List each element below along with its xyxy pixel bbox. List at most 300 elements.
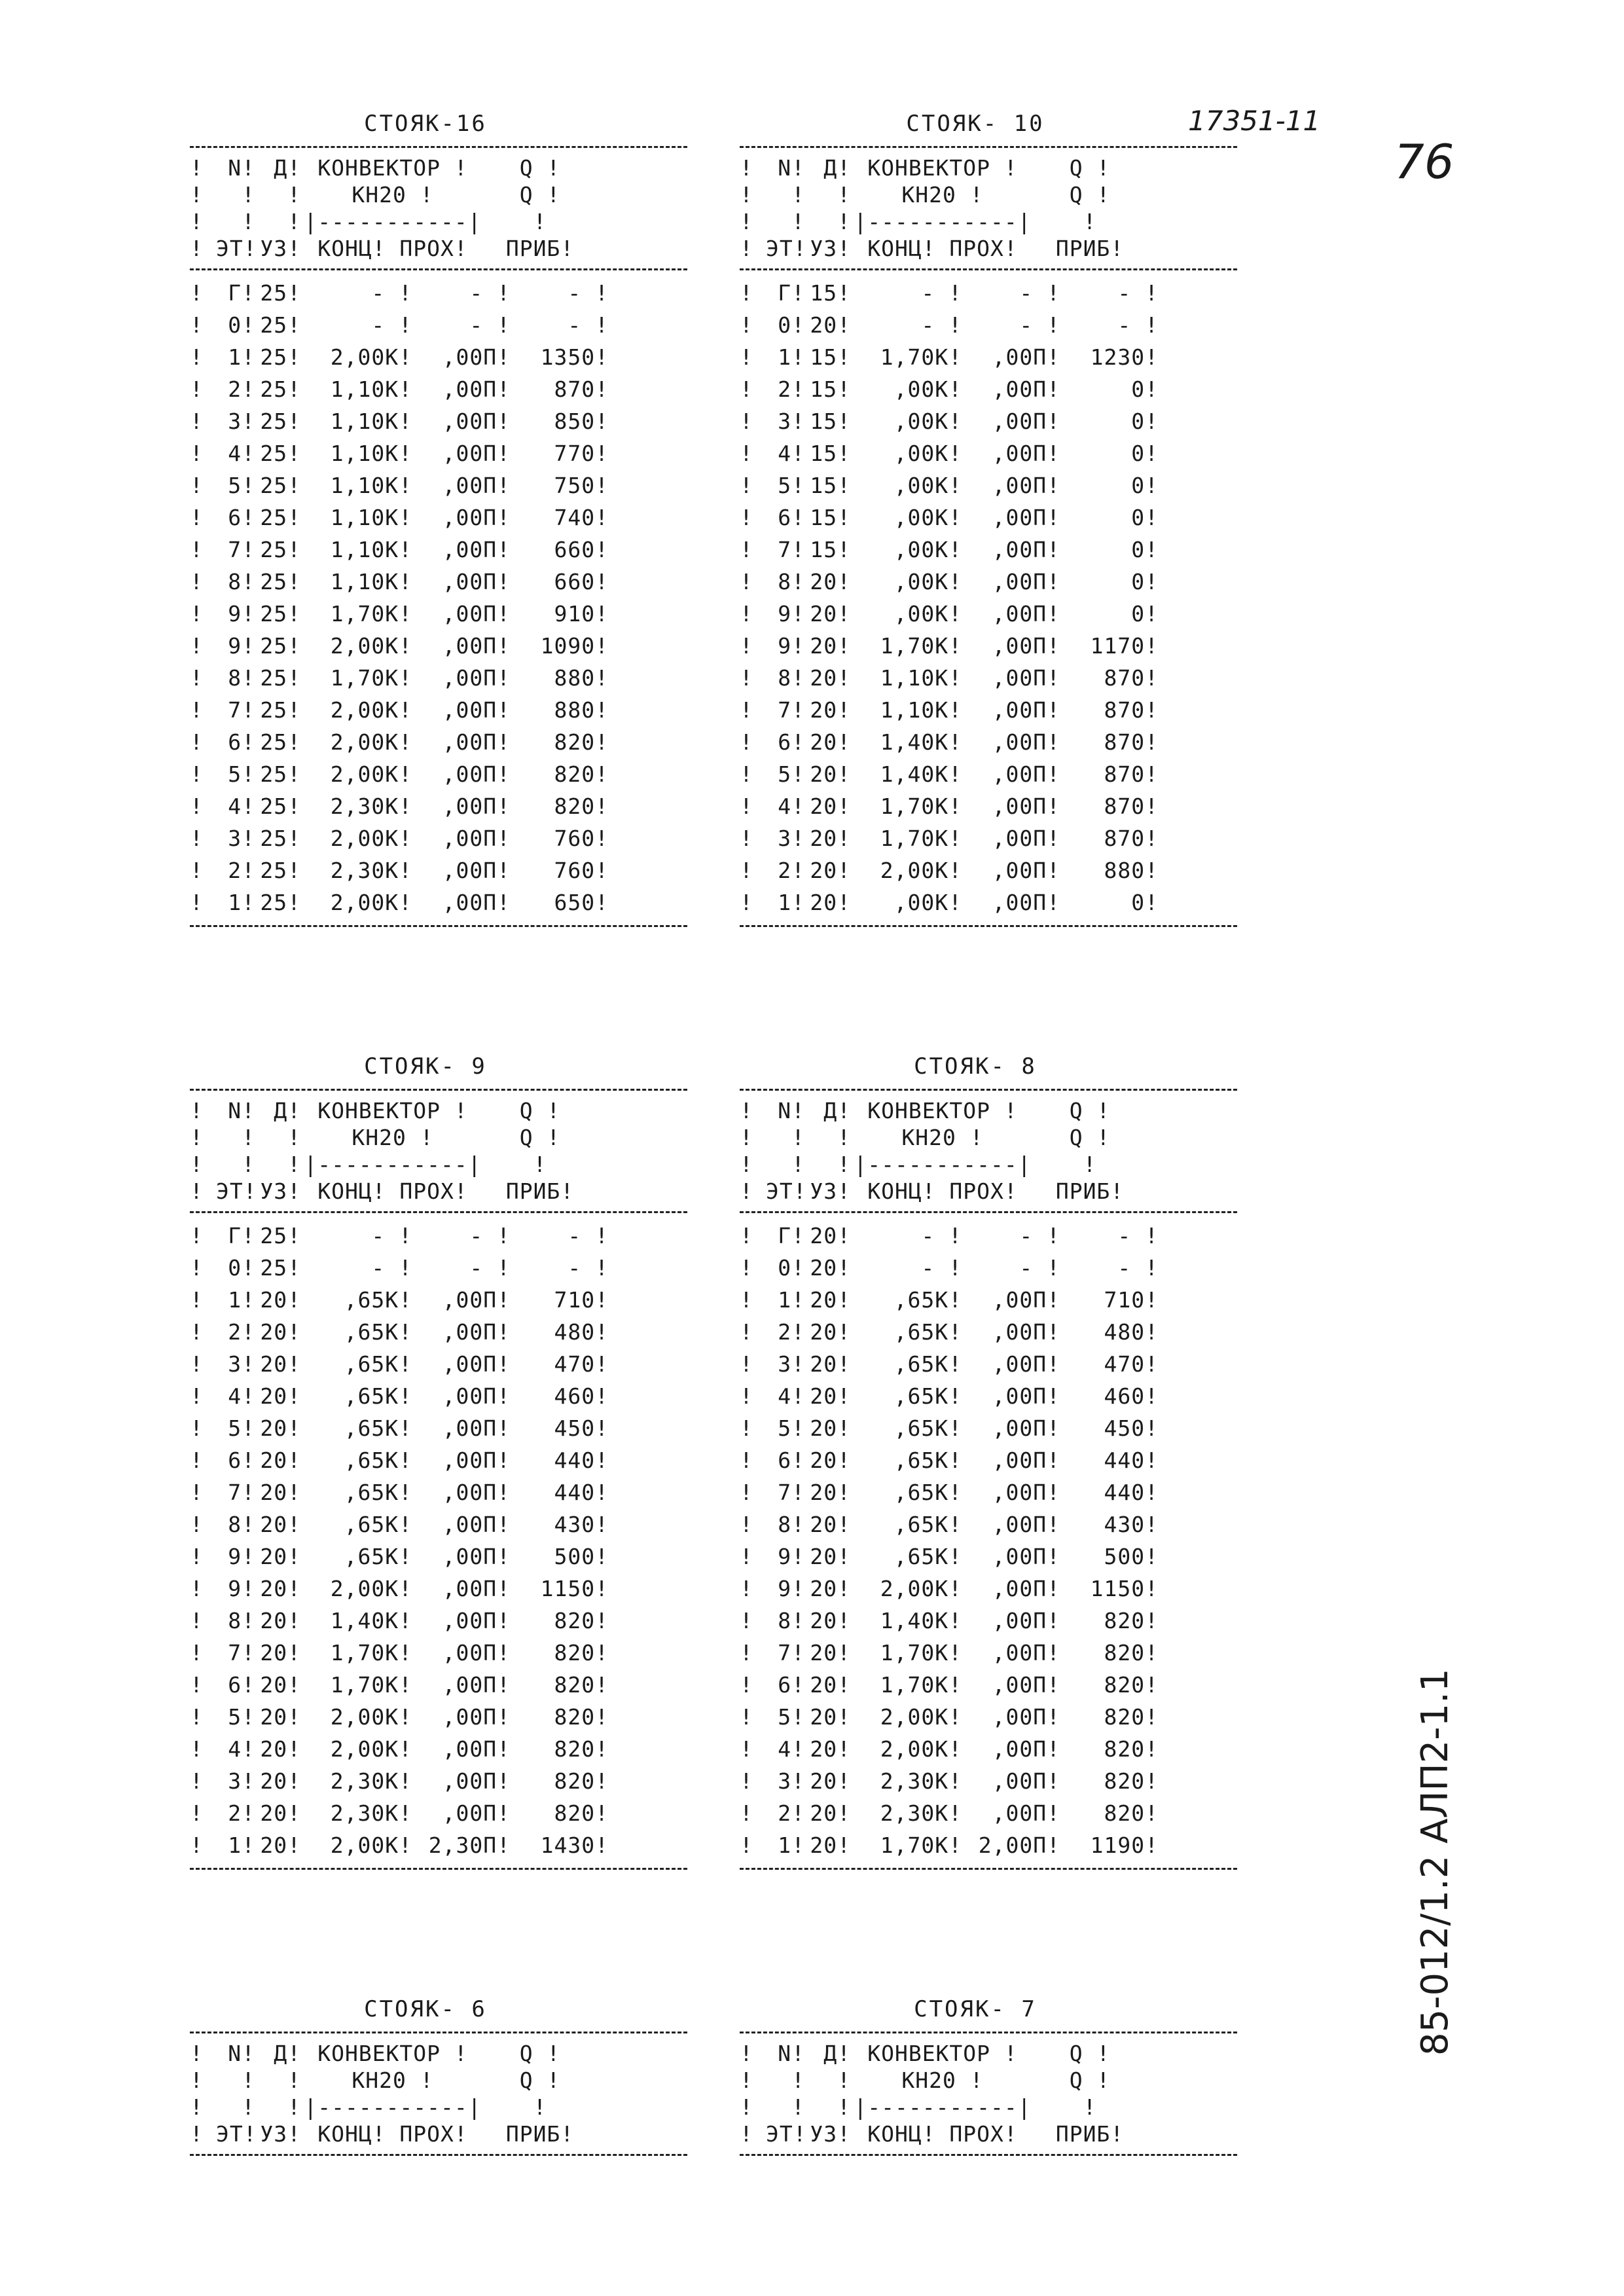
- header-cell: |-----------|: [854, 1152, 1032, 1177]
- table-cell: !: [740, 1512, 753, 1537]
- table-cell: - !: [371, 1223, 412, 1248]
- table-cell: !: [740, 1608, 753, 1633]
- table-cell: ,00П!: [992, 1480, 1060, 1505]
- table-cell: 25!: [260, 890, 301, 915]
- table-row: [190, 405, 687, 437]
- table-cell: 2,30К!: [330, 1800, 412, 1826]
- table-cell: 870!: [1104, 761, 1159, 787]
- table-cell: 6!: [778, 729, 805, 755]
- header-cell: !: [791, 1152, 805, 1177]
- table-cell: 3!: [228, 1768, 255, 1794]
- table-row: [190, 309, 687, 341]
- table-row: [740, 1348, 1237, 1380]
- table-cell: - !: [568, 280, 609, 306]
- table-cell: !: [190, 665, 204, 691]
- table-cell: !: [190, 1672, 204, 1698]
- header-cell: ЭТ!: [216, 1178, 257, 1204]
- header-line: [190, 2040, 687, 2067]
- table-cell: 1,70К!: [880, 633, 962, 659]
- table-cell: !: [190, 697, 204, 723]
- table-cell: !: [740, 761, 753, 787]
- table-cell: ,00П!: [442, 505, 511, 530]
- header-cell: КН20 !: [352, 1125, 434, 1150]
- table-cell: !: [740, 1736, 753, 1762]
- table-cell: ,00П!: [992, 505, 1060, 530]
- table-row: [740, 1797, 1237, 1829]
- table-cell: 1!: [228, 1832, 255, 1858]
- table-cell: !: [740, 505, 753, 530]
- table-cell: ,00П!: [442, 1287, 511, 1313]
- table-cell: !: [740, 344, 753, 370]
- table-cell: ,00П!: [442, 1576, 511, 1601]
- table-cell: 460!: [1104, 1383, 1159, 1409]
- table-cell: 8!: [778, 1608, 805, 1633]
- table-cell: 15!: [810, 344, 851, 370]
- table-cell: 820!: [554, 1768, 609, 1794]
- table-cell: 1,10К!: [880, 665, 962, 691]
- table-cell: 2,30К!: [330, 858, 412, 883]
- table-cell: ,00П!: [442, 376, 511, 402]
- table-row: [740, 501, 1237, 534]
- table-cell: 1090!: [540, 633, 609, 659]
- table-row: [190, 1348, 687, 1380]
- table-cell: 1,10К!: [330, 569, 412, 594]
- table-row: [190, 1637, 687, 1669]
- table-cell: ,00П!: [992, 601, 1060, 627]
- table-cell: !: [740, 858, 753, 883]
- table-cell: 6!: [228, 505, 255, 530]
- header-cell: !: [190, 1178, 204, 1204]
- table-row: [190, 1540, 687, 1573]
- table-cell: 2,00К!: [330, 633, 412, 659]
- table-title: СТОЯК- 8: [914, 1053, 1037, 1080]
- table-cell: !: [740, 441, 753, 466]
- table-cell: - !: [921, 1255, 962, 1281]
- header-cell: Q !: [519, 1125, 561, 1150]
- table-cell: !: [740, 1223, 753, 1248]
- header-cell: N!: [778, 2041, 805, 2066]
- header-cell: ЭТ!: [216, 2121, 257, 2147]
- table-cell: !: [740, 1800, 753, 1826]
- table-cell: !: [740, 1319, 753, 1345]
- table-row: [740, 1508, 1237, 1540]
- table-cell: 25!: [260, 793, 301, 819]
- table-cell: 1350!: [540, 344, 609, 370]
- header-cell: Д!: [823, 155, 851, 181]
- table-cell: 0!: [1131, 409, 1159, 434]
- table-cell: 25!: [260, 665, 301, 691]
- table-row: [740, 694, 1237, 726]
- header-cell: !: [740, 1098, 753, 1123]
- header-cell: !: [740, 1178, 753, 1204]
- table-row: [740, 1252, 1237, 1284]
- header-cell: N!: [228, 2041, 255, 2066]
- table-cell: 20!: [810, 1383, 851, 1409]
- table-cell: 3!: [778, 1351, 805, 1377]
- table-cell: 15!: [810, 376, 851, 402]
- table-cell: ,00К!: [893, 601, 962, 627]
- table-cell: ,00П!: [992, 1319, 1060, 1345]
- table-cell: 880!: [554, 665, 609, 691]
- table-cell: 1,70К!: [330, 1640, 412, 1666]
- table-cell: 1170!: [1090, 633, 1159, 659]
- table-cell: 0!: [1131, 890, 1159, 915]
- header-cell: !: [190, 2041, 204, 2066]
- table-row: [740, 373, 1237, 405]
- table-cell: - !: [469, 280, 511, 306]
- table-cell: ,65К!: [893, 1415, 962, 1441]
- table-cell: 7!: [778, 697, 805, 723]
- table-cell: 7!: [228, 1480, 255, 1505]
- table-cell: 7!: [228, 697, 255, 723]
- dashed-divider: [190, 925, 687, 927]
- header-cell: !: [190, 155, 204, 181]
- table-cell: 5!: [228, 1704, 255, 1730]
- table-row: [190, 758, 687, 790]
- table-cell: !: [190, 1608, 204, 1633]
- table-row: [740, 1669, 1237, 1701]
- table-row: [740, 1412, 1237, 1444]
- table-cell: 1!: [228, 344, 255, 370]
- table-cell: 910!: [554, 601, 609, 627]
- header-cell: !: [287, 182, 301, 208]
- table-cell: 470!: [554, 1351, 609, 1377]
- header-cell: КН20 !: [901, 2068, 984, 2093]
- table-cell: 9!: [778, 1576, 805, 1601]
- table-cell: !: [740, 665, 753, 691]
- table-cell: 460!: [554, 1383, 609, 1409]
- dashed-divider: [740, 925, 1237, 927]
- table-cell: 20!: [810, 826, 851, 851]
- table-cell: 440!: [554, 1448, 609, 1473]
- header-cell: КН20 !: [901, 182, 984, 208]
- table-cell: - !: [1117, 1255, 1159, 1281]
- header-cell: !: [740, 2094, 753, 2120]
- table-cell: 820!: [554, 1672, 609, 1698]
- table-row: [190, 886, 687, 919]
- table-cell: 440!: [1104, 1480, 1159, 1505]
- stoyak-table: [740, 108, 1237, 934]
- table-row: [740, 630, 1237, 662]
- table-cell: !: [740, 826, 753, 851]
- table-cell: 15!: [810, 409, 851, 434]
- header-cell: N!: [228, 155, 255, 181]
- header-cell: !: [740, 1152, 753, 1177]
- table-row: [740, 437, 1237, 469]
- table-cell: !: [190, 312, 204, 338]
- table-cell: 3!: [228, 1351, 255, 1377]
- table-cell: 1,40К!: [880, 1608, 962, 1633]
- header-cell: !: [837, 1125, 851, 1150]
- table-cell: 20!: [810, 1415, 851, 1441]
- table-cell: !: [740, 1768, 753, 1794]
- table-cell: ,00П!: [442, 633, 511, 659]
- table-cell: ,00П!: [992, 1800, 1060, 1826]
- table-cell: 1,10К!: [330, 505, 412, 530]
- table-cell: 25!: [260, 1255, 301, 1281]
- header-cell: УЗ!: [260, 236, 301, 261]
- table-cell: 820!: [1104, 1800, 1159, 1826]
- header-cell: !: [791, 209, 805, 234]
- table-cell: 20!: [810, 1319, 851, 1345]
- header-line: [740, 2094, 1237, 2121]
- header-cell: |-----------|: [854, 2094, 1032, 2120]
- table-cell: !: [190, 729, 204, 755]
- table-row: [740, 1733, 1237, 1765]
- table-cell: 9!: [228, 633, 255, 659]
- header-cell: КОНВЕКТОР !: [317, 155, 468, 181]
- dashed-divider: [190, 268, 687, 270]
- table-cell: 2!: [778, 1800, 805, 1826]
- table-cell: - !: [371, 1255, 412, 1281]
- table-cell: 440!: [554, 1480, 609, 1505]
- header-line: [190, 1151, 687, 1178]
- table-row: [740, 1765, 1237, 1797]
- table-cell: 820!: [1104, 1672, 1159, 1698]
- table-cell: - !: [469, 1223, 511, 1248]
- table-cell: ,00П!: [992, 729, 1060, 755]
- header-cell: Q !: [1069, 182, 1111, 208]
- table-cell: ,00П!: [992, 1672, 1060, 1698]
- header-cell: !: [740, 182, 753, 208]
- table-cell: 25!: [260, 441, 301, 466]
- table-cell: 2!: [778, 858, 805, 883]
- header-cell: УЗ!: [260, 2121, 301, 2147]
- table-cell: - !: [469, 1255, 511, 1281]
- table-cell: 8!: [778, 569, 805, 594]
- table-cell: !: [190, 1512, 204, 1537]
- table-cell: 25!: [260, 312, 301, 338]
- table-cell: 20!: [810, 697, 851, 723]
- table-cell: 5!: [228, 1415, 255, 1441]
- table-cell: 1,70К!: [880, 793, 962, 819]
- table-cell: 20!: [810, 890, 851, 915]
- table-cell: !: [190, 1800, 204, 1826]
- table-cell: !: [740, 601, 753, 627]
- table-cell: ,00П!: [992, 826, 1060, 851]
- table-row: [190, 1573, 687, 1605]
- table-cell: 1430!: [540, 1832, 609, 1858]
- table-cell: ,65К!: [893, 1448, 962, 1473]
- table-cell: - !: [469, 312, 511, 338]
- table-cell: !: [190, 1319, 204, 1345]
- header-cell: КОНЦ! ПРОХ!: [317, 1178, 468, 1204]
- table-row: [740, 758, 1237, 790]
- table-cell: 1,70К!: [880, 1672, 962, 1698]
- table-cell: !: [740, 280, 753, 306]
- table-cell: 20!: [810, 729, 851, 755]
- table-cell: 820!: [554, 761, 609, 787]
- table-cell: ,65К!: [344, 1544, 412, 1569]
- table-cell: 1!: [228, 1287, 255, 1313]
- table-cell: 25!: [260, 826, 301, 851]
- table-cell: 0!: [1131, 569, 1159, 594]
- table-cell: ,65К!: [344, 1383, 412, 1409]
- header-line: [740, 155, 1237, 181]
- table-cell: ,00П!: [442, 1640, 511, 1666]
- table-cell: 880!: [554, 697, 609, 723]
- table-cell: 3!: [778, 409, 805, 434]
- table-cell: 9!: [228, 1544, 255, 1569]
- table-cell: 5!: [778, 1704, 805, 1730]
- table-cell: 3!: [778, 826, 805, 851]
- table-cell: 430!: [1104, 1512, 1159, 1537]
- table-cell: - !: [1019, 312, 1060, 338]
- table-cell: !: [740, 409, 753, 434]
- table-cell: 20!: [810, 1351, 851, 1377]
- table-cell: !: [190, 1768, 204, 1794]
- table-cell: ,00К!: [893, 376, 962, 402]
- table-cell: ,00П!: [442, 793, 511, 819]
- table-cell: ,00П!: [992, 1383, 1060, 1409]
- table-cell: 0!: [1131, 537, 1159, 562]
- table-row: [190, 1476, 687, 1508]
- header-cell: !: [287, 2068, 301, 2093]
- table-cell: 8!: [778, 1512, 805, 1537]
- table-cell: !: [190, 601, 204, 627]
- table-row: [740, 726, 1237, 758]
- header-cell: УЗ!: [260, 1178, 301, 1204]
- table-cell: !: [190, 1576, 204, 1601]
- table-cell: 740!: [554, 505, 609, 530]
- table-cell: 0!: [778, 312, 805, 338]
- table-cell: 820!: [554, 793, 609, 819]
- header-cell: !: [837, 2094, 851, 2120]
- header-cell: !: [740, 155, 753, 181]
- table-cell: 0!: [778, 1255, 805, 1281]
- header-cell: КОНВЕКТОР !: [867, 2041, 1018, 2066]
- table-cell: 0!: [1131, 601, 1159, 627]
- table-cell: 4!: [778, 441, 805, 466]
- header-cell: N!: [778, 155, 805, 181]
- table-row: [190, 630, 687, 662]
- header-cell: !: [837, 209, 851, 234]
- table-cell: ,00П!: [442, 1768, 511, 1794]
- header-cell: !: [190, 1125, 204, 1150]
- table-cell: 1!: [778, 1832, 805, 1858]
- table-row: [190, 1797, 687, 1829]
- table-cell: !: [190, 1255, 204, 1281]
- table-cell: ,00П!: [992, 1448, 1060, 1473]
- table-cell: 6!: [778, 1448, 805, 1473]
- table-cell: 820!: [1104, 1640, 1159, 1666]
- table-cell: 5!: [778, 1415, 805, 1441]
- table-cell: 25!: [260, 729, 301, 755]
- table-cell: ,00П!: [442, 1736, 511, 1762]
- table-row: [190, 566, 687, 598]
- header-line: [190, 1124, 687, 1151]
- table-cell: 2!: [228, 1319, 255, 1345]
- table-cell: ,65К!: [344, 1448, 412, 1473]
- table-row: [190, 1508, 687, 1540]
- header-cell: |-----------|: [304, 209, 482, 234]
- header-cell: ПРИБ!: [505, 1178, 575, 1204]
- header-cell: ПРИБ!: [1055, 1178, 1125, 1204]
- table-row: [740, 1220, 1237, 1252]
- table-cell: 870!: [1104, 826, 1159, 851]
- table-cell: ,00П!: [442, 826, 511, 851]
- table-cell: 2,00К!: [330, 826, 412, 851]
- table-cell: 750!: [554, 473, 609, 498]
- table-cell: 4!: [778, 1383, 805, 1409]
- table-row: [190, 1765, 687, 1797]
- dashed-divider: [740, 268, 1237, 270]
- table-cell: 25!: [260, 1223, 301, 1248]
- table-cell: 7!: [228, 1640, 255, 1666]
- table-cell: - !: [371, 312, 412, 338]
- table-cell: Г!: [228, 1223, 255, 1248]
- table-cell: ,00П!: [442, 537, 511, 562]
- table-cell: 25!: [260, 569, 301, 594]
- table-cell: 2,00К!: [330, 1832, 412, 1858]
- header-cell: !: [190, 1152, 204, 1177]
- table-cell: ,00П!: [992, 858, 1060, 883]
- header-cell: !: [791, 182, 805, 208]
- header-cell: !: [740, 2041, 753, 2066]
- header-cell: !: [1083, 2094, 1097, 2120]
- header-cell: N!: [228, 1098, 255, 1123]
- table-cell: !: [740, 1415, 753, 1441]
- dashed-divider: [740, 2154, 1237, 2156]
- table-cell: 9!: [228, 1576, 255, 1601]
- table-cell: 20!: [260, 1704, 301, 1730]
- table-cell: 8!: [228, 1512, 255, 1537]
- table-cell: - !: [371, 280, 412, 306]
- table-cell: ,00К!: [893, 890, 962, 915]
- table-row: [190, 1669, 687, 1701]
- header-cell: ЭТ!: [216, 236, 257, 261]
- table-cell: 9!: [778, 633, 805, 659]
- table-cell: 2,30К!: [330, 793, 412, 819]
- table-row: [190, 534, 687, 566]
- table-cell: 820!: [1104, 1608, 1159, 1633]
- table-cell: ,65К!: [893, 1383, 962, 1409]
- table-row: [740, 1637, 1237, 1669]
- table-cell: 20!: [260, 1640, 301, 1666]
- table-cell: ,00К!: [893, 473, 962, 498]
- table-cell: ,00П!: [992, 1640, 1060, 1666]
- table-row: [190, 662, 687, 694]
- table-cell: 820!: [554, 1704, 609, 1730]
- table-cell: 880!: [1104, 858, 1159, 883]
- table-cell: 20!: [260, 1832, 301, 1858]
- table-cell: !: [190, 761, 204, 787]
- header-cell: !: [740, 209, 753, 234]
- table-cell: !: [740, 1383, 753, 1409]
- table-cell: 1,40К!: [880, 729, 962, 755]
- table-cell: 1,10К!: [330, 473, 412, 498]
- table-row: [740, 822, 1237, 854]
- table-cell: 5!: [228, 473, 255, 498]
- table-cell: ,00К!: [893, 505, 962, 530]
- header-cell: !: [190, 1098, 204, 1123]
- table-cell: - !: [1117, 312, 1159, 338]
- header-cell: ПРИБ!: [505, 236, 575, 261]
- table-cell: 15!: [810, 473, 851, 498]
- table-cell: 20!: [260, 1383, 301, 1409]
- table-cell: !: [740, 537, 753, 562]
- header-cell: Q !: [519, 2041, 561, 2066]
- header-cell: Q !: [519, 2068, 561, 2093]
- table-cell: 820!: [1104, 1704, 1159, 1730]
- header-line: [740, 2067, 1237, 2094]
- table-cell: 5!: [778, 761, 805, 787]
- table-cell: !: [740, 1704, 753, 1730]
- table-cell: 2,00К!: [880, 1736, 962, 1762]
- table-cell: 1,70К!: [880, 826, 962, 851]
- table-cell: 20!: [810, 793, 851, 819]
- table-cell: 470!: [1104, 1351, 1159, 1377]
